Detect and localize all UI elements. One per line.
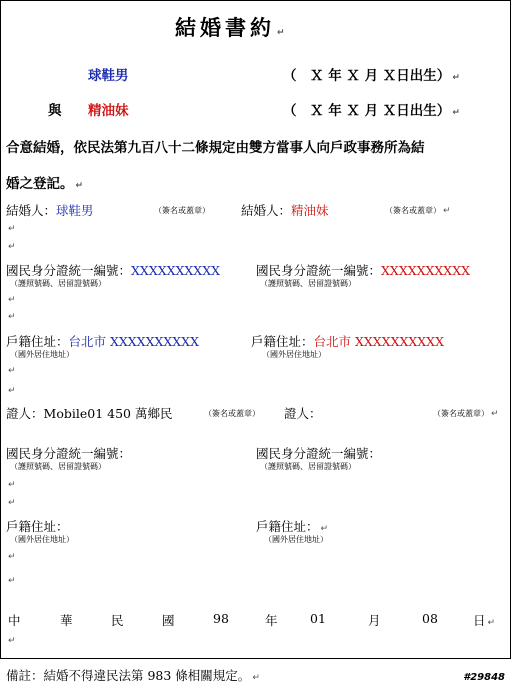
date-char: 國 <box>162 613 175 628</box>
date-year: 98 <box>213 611 229 626</box>
date-day: 08 <box>422 611 438 626</box>
footnote: 備註：結婚不得違民法第 983 條相關規定。 ↵ <box>6 668 260 683</box>
party-a-name: 球鞋男 <box>88 68 129 84</box>
witness-a-address-note: （國外居住地址） <box>10 535 74 544</box>
id-number-a-note: （護照號碼、居留證號碼） <box>10 279 106 288</box>
party-b-birth: （ Ｘ 年 Ｘ 月 Ｘ日出生） ↵ <box>283 103 460 119</box>
witness-a-seal: （簽名或蓋章） <box>204 409 260 418</box>
paragraph-mark: ↵ <box>8 576 16 586</box>
witness-b-id: 國民身分證統一編號： <box>256 446 382 461</box>
paragraph-mark: ↵ <box>8 480 16 490</box>
witness-a: 證人：Mobile01 450 萬鄉民 <box>6 406 173 421</box>
signer-b-seal: （簽名或蓋章） ↵ <box>385 206 451 216</box>
witness-b-id-note: （護照號碼、居留證號碼） <box>260 462 356 471</box>
address-a-note: （國外居住地址） <box>10 350 74 359</box>
party-a-birth: （ Ｘ 年 Ｘ 月 Ｘ日出生） ↵ <box>283 68 460 84</box>
id-number-b: 國民身分證統一編號：XXXXXXXXXX <box>256 263 471 278</box>
signer-b: 結婚人：精油妹 <box>241 203 329 218</box>
document-title: 結婚書約 ↵ <box>175 15 289 40</box>
witness-a-address: 戶籍住址： <box>6 519 69 534</box>
witness-b: 證人： <box>284 406 322 421</box>
id-number-b-note: （護照號碼、居留證號碼） <box>260 279 356 288</box>
paragraph-mark: ↵ <box>8 386 16 396</box>
date-char: 民 <box>111 613 124 628</box>
statement-line-1: 合意結婚，依民法第九百八十二條規定由雙方當事人向戶政事務所為結 <box>6 140 425 156</box>
paragraph-mark: ↵ <box>8 552 16 562</box>
paragraph-mark: ↵ <box>8 636 16 646</box>
witness-a-id: 國民身分證統一編號： <box>6 446 132 461</box>
paragraph-mark: ↵ <box>8 242 16 252</box>
paragraph-mark: ↵ <box>8 498 16 508</box>
signer-a: 結婚人：球鞋男 <box>6 203 94 218</box>
address-b-note: （國外居住地址） <box>262 350 326 359</box>
witness-b-address: 戶籍住址： ↵ <box>256 519 329 534</box>
witness-b-address-note: （國外居住地址） <box>264 535 328 544</box>
witness-a-id-note: （護照號碼、居留證號碼） <box>10 462 106 471</box>
paragraph-mark: ↵ <box>8 312 16 322</box>
date-char: 日 ↵ <box>473 613 496 628</box>
paragraph-mark: ↵ <box>8 366 16 376</box>
date-char: 年 <box>265 613 278 628</box>
date-char: 月 <box>368 613 381 628</box>
witness-b-seal: （簽名或蓋章） ↵ <box>433 409 499 419</box>
paragraph-mark: ↵ <box>8 224 16 234</box>
date-char: 華 <box>60 613 73 628</box>
statement-line-2: 婚之登記。 ↵ <box>6 176 84 192</box>
signer-a-seal: （簽名或蓋章） <box>154 206 210 215</box>
paragraph-mark: ↵ <box>8 295 16 305</box>
party-b-name: 精油妹 <box>88 103 129 119</box>
address-b: 戶籍住址：台北市 XXXXXXXXXX <box>251 334 444 349</box>
id-number-a: 國民身分證統一編號：XXXXXXXXXX <box>6 263 221 278</box>
address-a: 戶籍住址：台北市 XXXXXXXXXX <box>6 334 199 349</box>
watermark-code: #29848 <box>463 672 505 683</box>
date-month: 01 <box>310 611 326 626</box>
party-b-prefix: 與 <box>48 103 62 119</box>
date-char: 中 <box>8 613 21 628</box>
